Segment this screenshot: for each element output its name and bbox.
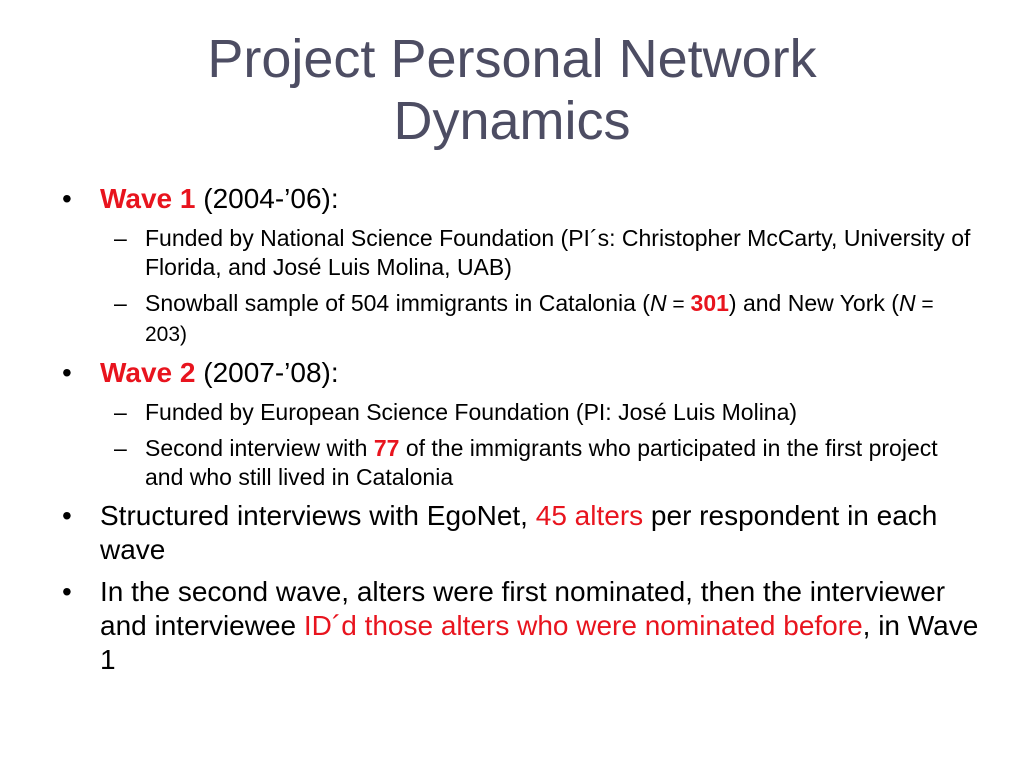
dash-icon: – (114, 435, 127, 461)
n-equals: = (666, 293, 691, 316)
n-label-new-york: N (898, 290, 916, 316)
n-label-catalonia: N (649, 290, 667, 316)
bullet-wave-1 (60, 182, 980, 216)
title-line-1: Project Personal Network (207, 29, 817, 89)
dash-icon: – (114, 225, 127, 251)
bullet-second-wave-nomination (60, 575, 980, 677)
sub-bullet-text: Funded by European Science Foundation (PI: José Luis Molina) (145, 399, 798, 425)
dash-icon: – (114, 399, 127, 425)
bullet-icon: • (62, 357, 72, 388)
sub-bullet-snowball-sample (100, 289, 980, 349)
nomination-highlight: ID´d those alters who were nominated before (303, 610, 863, 641)
wave-1-label: Wave 1 (100, 183, 196, 214)
sub-bullet-funding-esf (100, 398, 980, 427)
sample-text-pre: Snowball sample of 504 immigrants in Catalonia ( (145, 290, 650, 316)
wave-2-subitems (60, 398, 980, 492)
title-line-2: Dynamics (393, 91, 631, 151)
egonet-text-pre: Structured interviews with EgoNet, (100, 500, 536, 531)
egonet-text-post: per respondent in each wave (100, 500, 938, 565)
wave-1-subitems (60, 224, 980, 349)
dash-icon: – (114, 290, 127, 316)
sub-bullet-second-interview (100, 434, 980, 492)
bullet-icon: • (62, 576, 72, 607)
bullet-icon: • (62, 183, 72, 214)
n-value-new-york: = 203) (145, 293, 934, 346)
slide-title (60, 28, 964, 152)
sample-text-mid: ) and New York ( (728, 290, 899, 316)
n-value-catalonia: 301 (690, 290, 729, 316)
nomination-text-pre: In the second wave, alters were first nominated, then the interviewer and interviewee (100, 576, 946, 641)
nomination-text-post: , in Wave 1 (100, 610, 979, 675)
alters-count: 45 alters (535, 500, 644, 531)
sub-bullet-text: Funded by National Science Foundation (PI´s: Christopher McCarty, University of Florida, and José Luis Molina, UAB) (145, 225, 971, 280)
interview-text-post: of the immigrants who participated in the first project and who still lived in Catalonia (145, 435, 938, 490)
wave-2-dates: (2007-’08): (195, 357, 339, 388)
bullet-wave-2 (60, 356, 980, 390)
bullet-list (60, 182, 980, 685)
interview-text-pre: Second interview with (145, 435, 374, 461)
bullet-structured-interviews (60, 499, 980, 567)
interview-count: 77 (373, 435, 400, 461)
wave-2-label: Wave 2 (100, 357, 196, 388)
bullet-icon: • (62, 500, 72, 531)
wave-1-dates: (2004-’06): (195, 183, 339, 214)
sub-bullet-funding-nsf (100, 224, 980, 282)
